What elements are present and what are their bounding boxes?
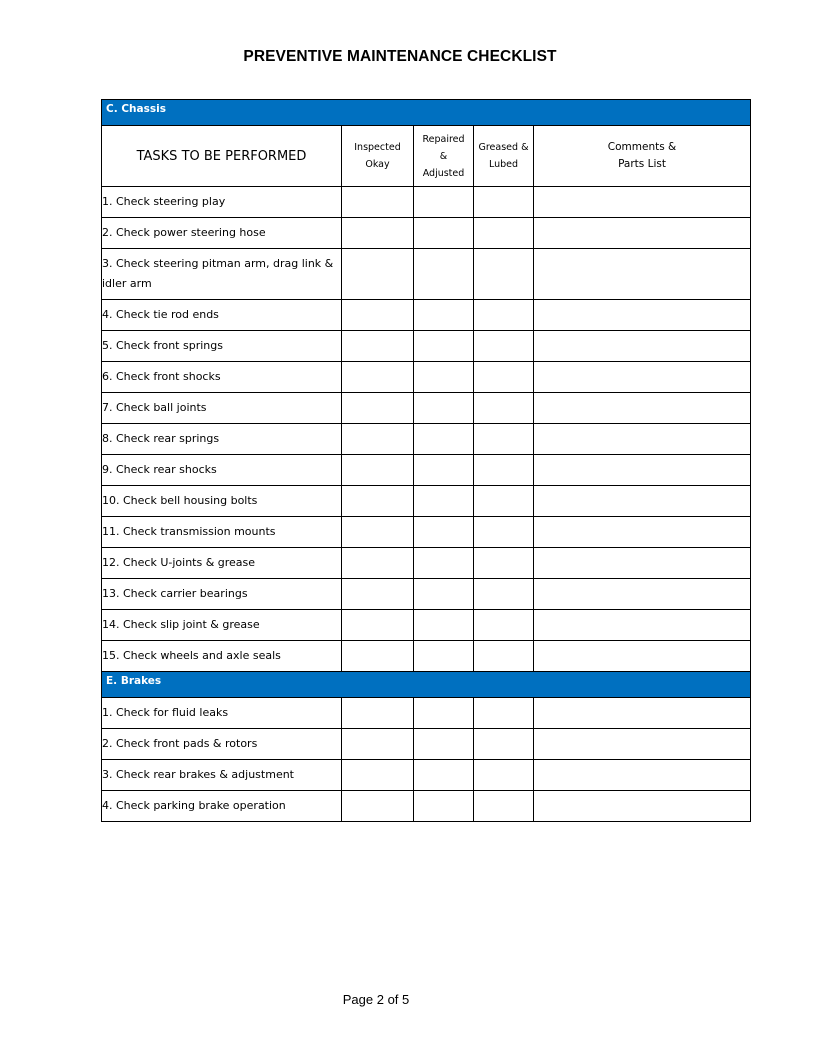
header-line: Repaired bbox=[422, 133, 465, 145]
greased-lubed-cell[interactable] bbox=[474, 641, 534, 672]
inspected-okay-cell[interactable] bbox=[342, 729, 414, 760]
greased-lubed-cell[interactable] bbox=[474, 517, 534, 548]
task-row bbox=[102, 300, 751, 331]
inspected-okay-cell[interactable] bbox=[342, 249, 414, 300]
repaired-adjusted-cell[interactable] bbox=[414, 218, 474, 249]
comments-cell[interactable] bbox=[534, 187, 751, 218]
repaired-adjusted-cell[interactable] bbox=[414, 517, 474, 548]
task-label: 1. Check steering play bbox=[102, 187, 342, 218]
greased-lubed-cell[interactable] bbox=[474, 729, 534, 760]
task-row bbox=[102, 517, 751, 548]
task-label: 3. Check rear brakes & adjustment bbox=[102, 760, 342, 791]
repaired-adjusted-cell[interactable] bbox=[414, 393, 474, 424]
task-label: 2. Check front pads & rotors bbox=[102, 729, 342, 760]
greased-lubed-cell[interactable] bbox=[474, 218, 534, 249]
task-row bbox=[102, 362, 751, 393]
comments-cell[interactable] bbox=[534, 331, 751, 362]
task-row bbox=[102, 698, 751, 729]
repaired-adjusted-cell[interactable] bbox=[414, 729, 474, 760]
greased-lubed-cell[interactable] bbox=[474, 187, 534, 218]
page-title: PREVENTIVE MAINTENANCE CHECKLIST bbox=[243, 48, 557, 65]
task-label: 8. Check rear springs bbox=[102, 424, 342, 455]
comments-cell[interactable] bbox=[534, 300, 751, 331]
comments-cell[interactable] bbox=[534, 698, 751, 729]
comments-cell[interactable] bbox=[534, 791, 751, 822]
inspected-okay-cell[interactable] bbox=[342, 760, 414, 791]
repaired-adjusted-cell[interactable] bbox=[414, 579, 474, 610]
task-row bbox=[102, 424, 751, 455]
greased-lubed-cell[interactable] bbox=[474, 393, 534, 424]
comments-cell[interactable] bbox=[534, 760, 751, 791]
header-line: Lubed bbox=[488, 159, 519, 170]
task-row bbox=[102, 579, 751, 610]
comments-cell[interactable] bbox=[534, 249, 751, 300]
greased-column-header bbox=[474, 126, 534, 187]
comments-cell[interactable] bbox=[534, 517, 751, 548]
repaired-adjusted-cell[interactable] bbox=[414, 249, 474, 300]
section-label: E. Brakes bbox=[102, 672, 751, 698]
repaired-adjusted-cell[interactable] bbox=[414, 362, 474, 393]
task-row bbox=[102, 249, 751, 300]
task-label: 11. Check transmission mounts bbox=[102, 517, 342, 548]
greased-lubed-cell[interactable] bbox=[474, 424, 534, 455]
section-row-brakes bbox=[102, 672, 751, 698]
task-row bbox=[102, 218, 751, 249]
task-row bbox=[102, 760, 751, 791]
inspected-okay-cell[interactable] bbox=[342, 455, 414, 486]
greased-lubed-cell[interactable] bbox=[474, 698, 534, 729]
comments-cell[interactable] bbox=[534, 455, 751, 486]
inspected-okay-cell[interactable] bbox=[342, 698, 414, 729]
task-label: 9. Check rear shocks bbox=[102, 455, 342, 486]
repaired-adjusted-cell[interactable] bbox=[414, 300, 474, 331]
task-label: 3. Check steering pitman arm, drag link & idler arm bbox=[102, 249, 342, 300]
task-label: 1. Check for fluid leaks bbox=[102, 698, 342, 729]
header-line: Comments & bbox=[607, 141, 677, 153]
task-row bbox=[102, 729, 751, 760]
task-row bbox=[102, 331, 751, 362]
task-row bbox=[102, 187, 751, 218]
repaired-adjusted-cell[interactable] bbox=[414, 641, 474, 672]
greased-lubed-cell[interactable] bbox=[474, 331, 534, 362]
inspected-okay-cell[interactable] bbox=[342, 218, 414, 249]
header-line: & bbox=[439, 150, 448, 162]
repaired-adjusted-cell[interactable] bbox=[414, 331, 474, 362]
comments-column-header bbox=[534, 126, 751, 187]
greased-lubed-cell[interactable] bbox=[474, 249, 534, 300]
greased-lubed-cell[interactable] bbox=[474, 300, 534, 331]
repaired-column-header bbox=[414, 126, 474, 187]
repaired-adjusted-cell[interactable] bbox=[414, 791, 474, 822]
header-line: Inspected bbox=[354, 142, 401, 153]
inspected-okay-cell[interactable] bbox=[342, 331, 414, 362]
section-row-chassis bbox=[102, 100, 751, 126]
comments-cell[interactable] bbox=[534, 424, 751, 455]
task-label: 6. Check front shocks bbox=[102, 362, 342, 393]
inspected-okay-cell[interactable] bbox=[342, 300, 414, 331]
task-label: 10. Check bell housing bolts bbox=[102, 486, 342, 517]
inspected-okay-cell[interactable] bbox=[342, 362, 414, 393]
task-label: 15. Check wheels and axle seals bbox=[102, 641, 342, 672]
repaired-adjusted-cell[interactable] bbox=[414, 455, 474, 486]
greased-lubed-cell[interactable] bbox=[474, 455, 534, 486]
comments-cell[interactable] bbox=[534, 486, 751, 517]
header-line: Okay bbox=[365, 159, 390, 170]
repaired-adjusted-cell[interactable] bbox=[414, 610, 474, 641]
task-label: 14. Check slip joint & grease bbox=[102, 610, 342, 641]
comments-cell[interactable] bbox=[534, 218, 751, 249]
column-header-row bbox=[102, 126, 751, 187]
task-label: 13. Check carrier bearings bbox=[102, 579, 342, 610]
header-line: Parts List bbox=[618, 158, 666, 170]
inspected-okay-cell[interactable] bbox=[342, 393, 414, 424]
greased-lubed-cell[interactable] bbox=[474, 791, 534, 822]
comments-cell[interactable] bbox=[534, 641, 751, 672]
repaired-adjusted-cell[interactable] bbox=[414, 698, 474, 729]
inspected-okay-cell[interactable] bbox=[342, 187, 414, 218]
inspected-okay-cell[interactable] bbox=[342, 517, 414, 548]
comments-cell[interactable] bbox=[534, 548, 751, 579]
task-label: 2. Check power steering hose bbox=[102, 218, 342, 249]
inspected-okay-cell[interactable] bbox=[342, 610, 414, 641]
inspected-okay-cell[interactable] bbox=[342, 791, 414, 822]
greased-lubed-cell[interactable] bbox=[474, 548, 534, 579]
section-label: C. Chassis bbox=[102, 100, 751, 126]
header-line: Greased & bbox=[478, 142, 529, 153]
task-label: 5. Check front springs bbox=[102, 331, 342, 362]
tasks-column-header: TASKS TO BE PERFORMED bbox=[102, 126, 342, 187]
greased-lubed-cell[interactable] bbox=[474, 362, 534, 393]
greased-lubed-cell[interactable] bbox=[474, 486, 534, 517]
greased-lubed-cell[interactable] bbox=[474, 760, 534, 791]
repaired-adjusted-cell[interactable] bbox=[414, 548, 474, 579]
greased-lubed-cell[interactable] bbox=[474, 579, 534, 610]
task-row bbox=[102, 393, 751, 424]
comments-cell[interactable] bbox=[534, 362, 751, 393]
task-row bbox=[102, 486, 751, 517]
maintenance-checklist-table bbox=[101, 99, 751, 822]
task-row bbox=[102, 791, 751, 822]
task-label: 12. Check U-joints & grease bbox=[102, 548, 342, 579]
inspected-okay-cell[interactable] bbox=[342, 579, 414, 610]
inspected-column-header bbox=[342, 126, 414, 187]
header-line: Adjusted bbox=[422, 167, 465, 179]
repaired-adjusted-cell[interactable] bbox=[414, 187, 474, 218]
task-row bbox=[102, 455, 751, 486]
task-row bbox=[102, 610, 751, 641]
comments-cell[interactable] bbox=[534, 729, 751, 760]
greased-lubed-cell[interactable] bbox=[474, 610, 534, 641]
repaired-adjusted-cell[interactable] bbox=[414, 760, 474, 791]
task-label: 7. Check ball joints bbox=[102, 393, 342, 424]
inspected-okay-cell[interactable] bbox=[342, 548, 414, 579]
task-row bbox=[102, 548, 751, 579]
inspected-okay-cell[interactable] bbox=[342, 424, 414, 455]
task-label: 4. Check tie rod ends bbox=[102, 300, 342, 331]
comments-cell[interactable] bbox=[534, 579, 751, 610]
inspected-okay-cell[interactable] bbox=[342, 641, 414, 672]
repaired-adjusted-cell[interactable] bbox=[414, 424, 474, 455]
page-number-footer: Page 2 of 5 bbox=[342, 992, 410, 1007]
task-label: 4. Check parking brake operation bbox=[102, 791, 342, 822]
comments-cell[interactable] bbox=[534, 610, 751, 641]
comments-cell[interactable] bbox=[534, 393, 751, 424]
task-row bbox=[102, 641, 751, 672]
repaired-adjusted-cell[interactable] bbox=[414, 486, 474, 517]
inspected-okay-cell[interactable] bbox=[342, 486, 414, 517]
